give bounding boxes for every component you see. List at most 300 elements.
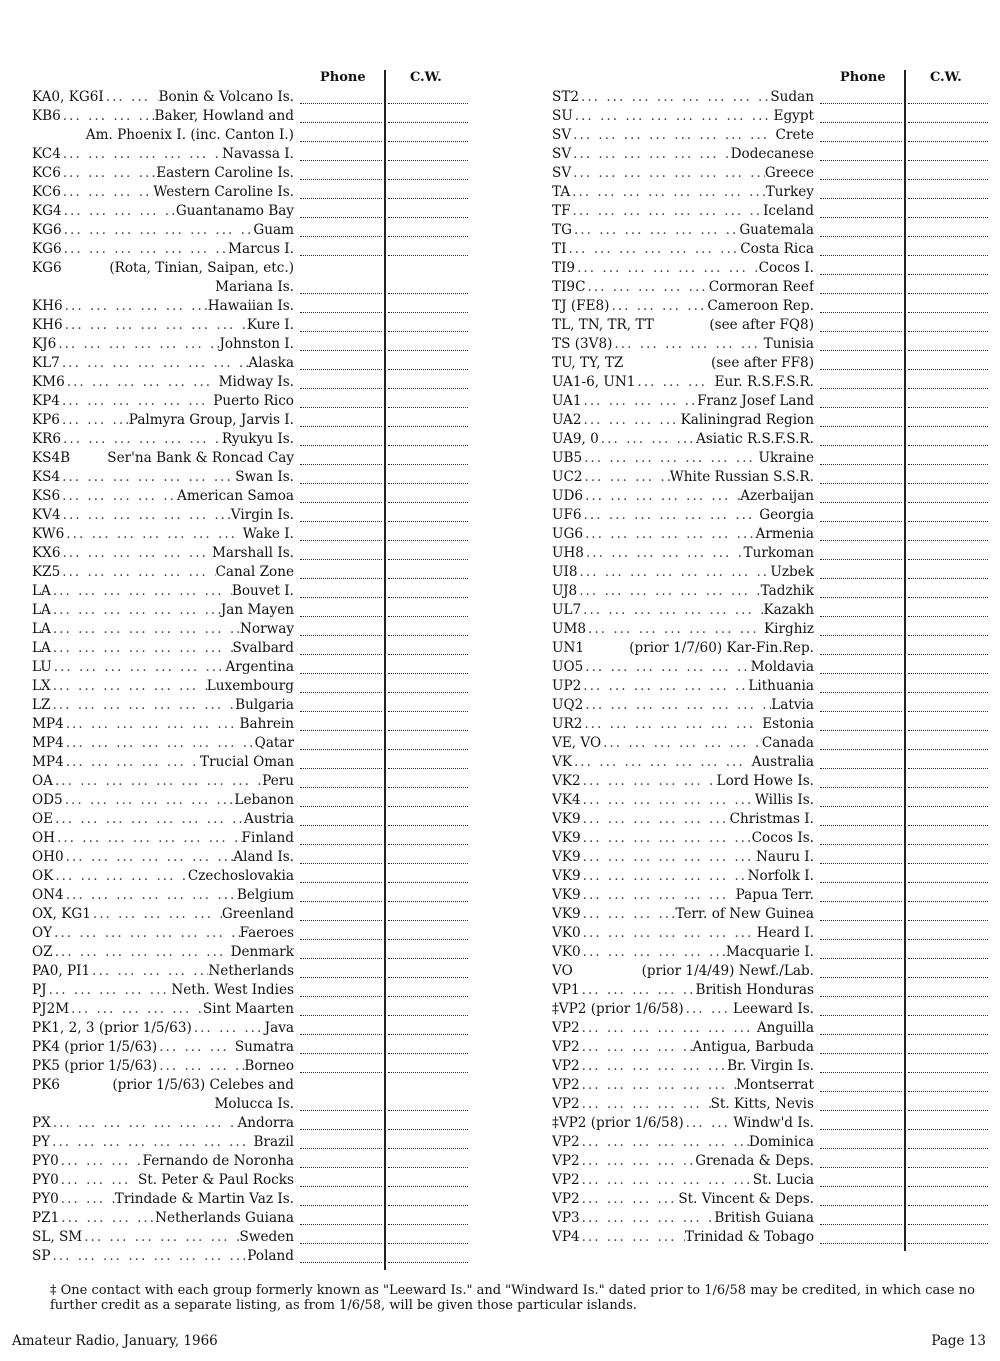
cw-entry-field[interactable] xyxy=(388,597,468,598)
phone-entry-field[interactable] xyxy=(300,1224,382,1225)
cw-entry-field[interactable] xyxy=(388,540,468,541)
phone-entry-field[interactable] xyxy=(820,483,902,484)
list-item xyxy=(552,240,992,259)
cw-entry-field[interactable] xyxy=(388,692,468,693)
cw-entry-field[interactable] xyxy=(908,103,988,104)
country-name: Dodecanese xyxy=(730,146,814,162)
cw-entry-field[interactable] xyxy=(908,844,988,845)
cw-entry-field[interactable] xyxy=(388,122,468,123)
entry-label xyxy=(552,449,814,468)
call-sign: TG xyxy=(552,222,572,238)
phone-entry-field[interactable] xyxy=(300,806,382,807)
phone-entry-field[interactable] xyxy=(820,274,902,275)
cw-entry-field[interactable] xyxy=(908,274,988,275)
dot-leader xyxy=(51,601,221,620)
phone-entry-field[interactable] xyxy=(820,445,902,446)
cw-entry-field[interactable] xyxy=(908,673,988,674)
cw-entry-field[interactable] xyxy=(908,578,988,579)
cw-entry-field[interactable] xyxy=(908,996,988,997)
call-sign: TU, TY, TZ xyxy=(552,355,624,371)
phone-entry-field[interactable] xyxy=(300,502,382,503)
cw-entry-field[interactable] xyxy=(388,388,468,389)
cw-entry-field[interactable] xyxy=(908,787,988,788)
phone-entry-field[interactable] xyxy=(820,559,902,560)
phone-entry-field[interactable] xyxy=(820,1015,902,1016)
cw-entry-field[interactable] xyxy=(908,1129,988,1130)
cw-entry-field[interactable] xyxy=(388,521,468,522)
cw-entry-field[interactable] xyxy=(908,369,988,370)
phone-entry-field[interactable] xyxy=(300,635,382,636)
phone-entry-field[interactable] xyxy=(820,521,902,522)
phone-entry-field[interactable] xyxy=(300,464,382,465)
phone-entry-field[interactable] xyxy=(300,768,382,769)
cw-entry-field[interactable] xyxy=(908,958,988,959)
phone-entry-field[interactable] xyxy=(820,578,902,579)
phone-entry-field[interactable] xyxy=(820,882,902,883)
phone-entry-field[interactable] xyxy=(820,654,902,655)
cw-entry-field[interactable] xyxy=(908,825,988,826)
phone-entry-field[interactable] xyxy=(820,464,902,465)
cw-entry-field[interactable] xyxy=(908,521,988,522)
phone-entry-field[interactable] xyxy=(300,996,382,997)
phone-entry-field[interactable] xyxy=(820,1186,902,1187)
phone-entry-field[interactable] xyxy=(300,1053,382,1054)
cw-entry-field[interactable] xyxy=(908,730,988,731)
phone-entry-field[interactable] xyxy=(300,1129,382,1130)
phone-entry-field[interactable] xyxy=(300,958,382,959)
cw-entry-field[interactable] xyxy=(908,654,988,655)
cw-entry-field[interactable] xyxy=(388,1053,468,1054)
cw-entry-field[interactable] xyxy=(388,198,468,199)
cw-entry-field[interactable] xyxy=(908,255,988,256)
cw-entry-field[interactable] xyxy=(908,597,988,598)
phone-entry-field[interactable] xyxy=(300,825,382,826)
list-item xyxy=(32,696,472,715)
phone-entry-field[interactable] xyxy=(820,1205,902,1206)
call-sign: ‡VP2 (prior 1/6/58) xyxy=(552,1001,684,1017)
phone-entry-field[interactable] xyxy=(300,407,382,408)
cw-entry-field[interactable] xyxy=(388,407,468,408)
phone-entry-field[interactable] xyxy=(820,597,902,598)
phone-entry-field[interactable] xyxy=(820,312,902,313)
cw-entry-field[interactable] xyxy=(908,901,988,902)
phone-entry-field[interactable] xyxy=(820,103,902,104)
call-sign: UQ2 xyxy=(552,697,584,713)
cw-entry-field[interactable] xyxy=(908,502,988,503)
phone-entry-field[interactable] xyxy=(300,863,382,864)
cw-entry-field[interactable] xyxy=(908,1148,988,1149)
phone-entry-field[interactable] xyxy=(300,160,382,161)
phone-entry-field[interactable] xyxy=(820,920,902,921)
cw-entry-field[interactable] xyxy=(908,426,988,427)
country-name: Eastern Caroline Is. xyxy=(156,165,294,181)
dot-leader xyxy=(53,943,231,962)
phone-entry-field[interactable] xyxy=(300,1205,382,1206)
phone-entry-field[interactable] xyxy=(820,958,902,959)
cw-entry-field[interactable] xyxy=(908,122,988,123)
phone-entry-field[interactable] xyxy=(300,920,382,921)
dot-leader xyxy=(59,1209,155,1228)
phone-entry-field[interactable] xyxy=(820,255,902,256)
phone-entry-field[interactable] xyxy=(820,806,902,807)
phone-entry-field[interactable] xyxy=(820,1148,902,1149)
list-item xyxy=(552,715,992,734)
cw-entry-field[interactable] xyxy=(908,293,988,294)
cw-entry-field[interactable] xyxy=(388,578,468,579)
phone-entry-field[interactable] xyxy=(820,825,902,826)
phone-entry-field[interactable] xyxy=(820,141,902,142)
phone-entry-field[interactable] xyxy=(300,730,382,731)
phone-entry-field[interactable] xyxy=(300,217,382,218)
cw-entry-field[interactable] xyxy=(388,863,468,864)
phone-entry-field[interactable] xyxy=(300,1148,382,1149)
phone-entry-field[interactable] xyxy=(820,1072,902,1073)
cw-entry-field[interactable] xyxy=(908,445,988,446)
cw-entry-field[interactable] xyxy=(388,768,468,769)
cw-entry-field[interactable] xyxy=(388,825,468,826)
cw-entry-field[interactable] xyxy=(388,958,468,959)
cw-entry-field[interactable] xyxy=(388,464,468,465)
cw-entry-field[interactable] xyxy=(908,616,988,617)
phone-entry-field[interactable] xyxy=(820,426,902,427)
phone-entry-field[interactable] xyxy=(300,787,382,788)
cw-entry-field[interactable] xyxy=(388,141,468,142)
phone-entry-field[interactable] xyxy=(820,711,902,712)
cw-entry-field[interactable] xyxy=(388,616,468,617)
cw-entry-field[interactable] xyxy=(908,1167,988,1168)
cw-entry-field[interactable] xyxy=(388,749,468,750)
phone-entry-field[interactable] xyxy=(820,844,902,845)
phone-entry-field[interactable] xyxy=(820,122,902,123)
cw-entry-field[interactable] xyxy=(908,1072,988,1073)
phone-entry-field[interactable] xyxy=(300,1072,382,1073)
list-item xyxy=(32,905,472,924)
cw-entry-field[interactable] xyxy=(908,407,988,408)
cw-entry-field[interactable] xyxy=(388,635,468,636)
phone-entry-field[interactable] xyxy=(820,179,902,180)
cw-entry-field[interactable] xyxy=(908,1091,988,1092)
cw-entry-field[interactable] xyxy=(388,160,468,161)
cw-entry-field[interactable] xyxy=(388,920,468,921)
phone-entry-field[interactable] xyxy=(300,939,382,940)
phone-entry-field[interactable] xyxy=(300,483,382,484)
phone-entry-field[interactable] xyxy=(820,749,902,750)
entry-label xyxy=(552,772,814,791)
phone-entry-field[interactable] xyxy=(820,768,902,769)
cw-entry-field[interactable] xyxy=(388,426,468,427)
phone-entry-field[interactable] xyxy=(300,293,382,294)
cw-entry-field[interactable] xyxy=(908,882,988,883)
cw-entry-field[interactable] xyxy=(388,1015,468,1016)
phone-entry-field[interactable] xyxy=(300,103,382,104)
call-sign: OH xyxy=(32,830,55,846)
cw-entry-field[interactable] xyxy=(388,977,468,978)
cw-entry-field[interactable] xyxy=(388,350,468,351)
dot-leader xyxy=(61,430,222,449)
cw-entry-field[interactable] xyxy=(388,1243,468,1244)
dot-leader xyxy=(157,1038,235,1057)
cw-entry-field[interactable] xyxy=(388,996,468,997)
phone-entry-field[interactable] xyxy=(820,198,902,199)
phone-entry-field[interactable] xyxy=(820,407,902,408)
dot-leader xyxy=(47,981,172,1000)
cw-entry-field[interactable] xyxy=(388,1110,468,1111)
list-item xyxy=(32,506,472,525)
phone-entry-field[interactable] xyxy=(300,1186,382,1187)
cw-entry-field[interactable] xyxy=(908,1243,988,1244)
cw-entry-field[interactable] xyxy=(908,464,988,465)
phone-entry-field[interactable] xyxy=(820,673,902,674)
cw-entry-field[interactable] xyxy=(388,901,468,902)
entry-label xyxy=(32,620,294,639)
cw-entry-field[interactable] xyxy=(908,312,988,313)
dot-leader xyxy=(577,563,770,582)
phone-entry-field[interactable] xyxy=(820,1224,902,1225)
cw-entry-field[interactable] xyxy=(908,692,988,693)
cw-entry-field[interactable] xyxy=(388,217,468,218)
cw-entry-field[interactable] xyxy=(388,1072,468,1073)
cw-entry-field[interactable] xyxy=(908,540,988,541)
cw-entry-field[interactable] xyxy=(388,293,468,294)
cw-entry-field[interactable] xyxy=(908,806,988,807)
cw-entry-field[interactable] xyxy=(388,730,468,731)
cw-entry-field[interactable] xyxy=(388,939,468,940)
country-name: Estonia xyxy=(762,716,814,732)
phone-entry-field[interactable] xyxy=(300,844,382,845)
cw-entry-field[interactable] xyxy=(908,920,988,921)
phone-entry-field[interactable] xyxy=(820,1034,902,1035)
cw-entry-field[interactable] xyxy=(908,711,988,712)
cw-entry-field[interactable] xyxy=(908,217,988,218)
phone-entry-field[interactable] xyxy=(300,692,382,693)
call-sign: VP2 xyxy=(552,1077,580,1093)
cw-entry-field[interactable] xyxy=(908,350,988,351)
phone-entry-field[interactable] xyxy=(300,426,382,427)
phone-entry-field[interactable] xyxy=(300,540,382,541)
cw-entry-field[interactable] xyxy=(908,1110,988,1111)
cw-entry-field[interactable] xyxy=(388,1205,468,1206)
cw-entry-field[interactable] xyxy=(908,236,988,237)
call-sign: OH0 xyxy=(32,849,64,865)
cw-entry-field[interactable] xyxy=(388,103,468,104)
phone-entry-field[interactable] xyxy=(820,787,902,788)
cw-entry-field[interactable] xyxy=(908,1015,988,1016)
list-item xyxy=(552,1057,992,1076)
cw-entry-field[interactable] xyxy=(908,768,988,769)
phone-entry-field[interactable] xyxy=(300,236,382,237)
cw-entry-field[interactable] xyxy=(908,1205,988,1206)
phone-entry-field[interactable] xyxy=(820,692,902,693)
country-name: Cormoran Reef xyxy=(708,279,814,295)
phone-entry-field[interactable] xyxy=(300,654,382,655)
country-name: White Russian S.S.R. xyxy=(669,469,814,485)
cw-entry-field[interactable] xyxy=(908,1186,988,1187)
phone-entry-field[interactable] xyxy=(300,350,382,351)
entry-label xyxy=(32,1133,294,1152)
phone-entry-field[interactable] xyxy=(820,540,902,541)
phone-entry-field[interactable] xyxy=(820,350,902,351)
phone-entry-field[interactable] xyxy=(820,1129,902,1130)
cw-entry-field[interactable] xyxy=(908,331,988,332)
phone-entry-field[interactable] xyxy=(300,445,382,446)
phone-entry-field[interactable] xyxy=(820,236,902,237)
cw-entry-field[interactable] xyxy=(388,654,468,655)
phone-entry-field[interactable] xyxy=(820,293,902,294)
phone-entry-field[interactable] xyxy=(820,977,902,978)
phone-entry-field[interactable] xyxy=(820,502,902,503)
cw-entry-field[interactable] xyxy=(908,939,988,940)
cw-entry-field[interactable] xyxy=(388,255,468,256)
cw-entry-field[interactable] xyxy=(388,1148,468,1149)
phone-entry-field[interactable] xyxy=(300,977,382,978)
phone-entry-field[interactable] xyxy=(820,160,902,161)
phone-entry-field[interactable] xyxy=(300,616,382,617)
cw-entry-field[interactable] xyxy=(908,388,988,389)
call-sign: SL, SM xyxy=(32,1229,83,1245)
cw-entry-field[interactable] xyxy=(388,179,468,180)
call-sign: SV xyxy=(552,127,572,143)
phone-entry-field[interactable] xyxy=(820,1091,902,1092)
cw-entry-field[interactable] xyxy=(908,977,988,978)
cw-entry-field[interactable] xyxy=(388,1262,468,1263)
phone-entry-field[interactable] xyxy=(300,198,382,199)
list-item xyxy=(552,1114,992,1133)
cw-entry-field[interactable] xyxy=(388,1167,468,1168)
cw-entry-field[interactable] xyxy=(388,711,468,712)
phone-entry-field[interactable] xyxy=(820,1243,902,1244)
phone-entry-field[interactable] xyxy=(300,1262,382,1263)
phone-entry-field[interactable] xyxy=(300,597,382,598)
phone-entry-field[interactable] xyxy=(300,559,382,560)
cw-entry-field[interactable] xyxy=(908,160,988,161)
cw-entry-field[interactable] xyxy=(388,1186,468,1187)
cw-entry-field[interactable] xyxy=(388,1129,468,1130)
country-name: Armenia xyxy=(755,526,814,542)
country-name: Turkey xyxy=(765,184,814,200)
phone-entry-field[interactable] xyxy=(300,901,382,902)
phone-entry-field[interactable] xyxy=(300,578,382,579)
cw-entry-field[interactable] xyxy=(908,1034,988,1035)
phone-entry-field[interactable] xyxy=(820,1053,902,1054)
dot-leader xyxy=(60,392,213,411)
entry-label xyxy=(32,1228,294,1247)
cw-entry-field[interactable] xyxy=(388,369,468,370)
call-sign: KG6 xyxy=(32,260,62,276)
phone-entry-field[interactable] xyxy=(300,255,382,256)
call-sign: KR6 xyxy=(32,431,62,447)
phone-entry-field[interactable] xyxy=(300,521,382,522)
call-sign: KA0, KG6I xyxy=(32,89,104,105)
dot-leader xyxy=(583,487,740,506)
call-sign: PY0 xyxy=(32,1172,59,1188)
cw-entry-field[interactable] xyxy=(388,483,468,484)
phone-entry-field[interactable] xyxy=(300,1015,382,1016)
dot-leader xyxy=(581,677,748,696)
entry-label xyxy=(32,696,294,715)
phone-entry-field[interactable] xyxy=(300,1167,382,1168)
phone-entry-field[interactable] xyxy=(820,730,902,731)
cw-entry-field[interactable] xyxy=(388,312,468,313)
phone-entry-field[interactable] xyxy=(820,616,902,617)
cw-entry-field[interactable] xyxy=(908,1053,988,1054)
cw-entry-field[interactable] xyxy=(388,331,468,332)
cw-entry-field[interactable] xyxy=(388,882,468,883)
list-item xyxy=(32,278,472,297)
cw-entry-field[interactable] xyxy=(908,559,988,560)
phone-entry-field[interactable] xyxy=(300,882,382,883)
cw-entry-field[interactable] xyxy=(388,559,468,560)
country-name: Molucca Is. xyxy=(214,1096,294,1112)
cw-entry-field[interactable] xyxy=(908,198,988,199)
phone-entry-field[interactable] xyxy=(820,863,902,864)
cw-entry-field[interactable] xyxy=(908,749,988,750)
phone-entry-field[interactable] xyxy=(820,217,902,218)
cw-entry-field[interactable] xyxy=(388,1224,468,1225)
phone-entry-field[interactable] xyxy=(300,369,382,370)
phone-entry-field[interactable] xyxy=(300,331,382,332)
cw-entry-field[interactable] xyxy=(388,844,468,845)
country-name: Guantanamo Bay xyxy=(175,203,294,219)
country-name: Cameroon Rep. xyxy=(707,298,814,314)
phone-entry-field[interactable] xyxy=(300,1243,382,1244)
entry-label xyxy=(552,316,814,335)
phone-entry-field[interactable] xyxy=(820,1110,902,1111)
list-item xyxy=(552,88,992,107)
cw-entry-field[interactable] xyxy=(388,673,468,674)
list-item xyxy=(552,430,992,449)
cw-entry-field[interactable] xyxy=(388,1034,468,1035)
entry-label xyxy=(32,1057,294,1076)
cw-entry-field[interactable] xyxy=(908,141,988,142)
phone-entry-field[interactable] xyxy=(820,635,902,636)
phone-entry-field[interactable] xyxy=(820,901,902,902)
cw-entry-field[interactable] xyxy=(388,236,468,237)
phone-entry-field[interactable] xyxy=(820,369,902,370)
cw-entry-field[interactable] xyxy=(388,787,468,788)
phone-entry-field[interactable] xyxy=(300,749,382,750)
phone-entry-field[interactable] xyxy=(820,331,902,332)
cw-entry-field[interactable] xyxy=(388,445,468,446)
phone-entry-field[interactable] xyxy=(300,673,382,674)
list-item xyxy=(552,1171,992,1190)
cw-entry-field[interactable] xyxy=(908,483,988,484)
entry-label xyxy=(32,1247,294,1266)
phone-entry-field[interactable] xyxy=(300,1034,382,1035)
phone-entry-field[interactable] xyxy=(300,179,382,180)
phone-entry-field[interactable] xyxy=(300,388,382,389)
phone-entry-field[interactable] xyxy=(300,1110,382,1111)
phone-entry-field[interactable] xyxy=(300,312,382,313)
phone-entry-field[interactable] xyxy=(820,1167,902,1168)
country-name: Georgia xyxy=(759,507,814,523)
phone-entry-field[interactable] xyxy=(820,939,902,940)
dot-leader xyxy=(65,373,219,392)
cw-entry-field[interactable] xyxy=(908,1224,988,1225)
cw-entry-field[interactable] xyxy=(908,635,988,636)
list-item xyxy=(552,487,992,506)
phone-entry-field[interactable] xyxy=(300,122,382,123)
phone-entry-field[interactable] xyxy=(300,141,382,142)
cw-entry-field[interactable] xyxy=(908,863,988,864)
phone-entry-field[interactable] xyxy=(820,388,902,389)
cw-entry-field[interactable] xyxy=(908,179,988,180)
cw-entry-field[interactable] xyxy=(388,806,468,807)
phone-entry-field[interactable] xyxy=(820,996,902,997)
cw-entry-field[interactable] xyxy=(388,502,468,503)
phone-entry-field[interactable] xyxy=(300,711,382,712)
list-item xyxy=(552,1190,992,1209)
entry-label xyxy=(552,563,814,582)
